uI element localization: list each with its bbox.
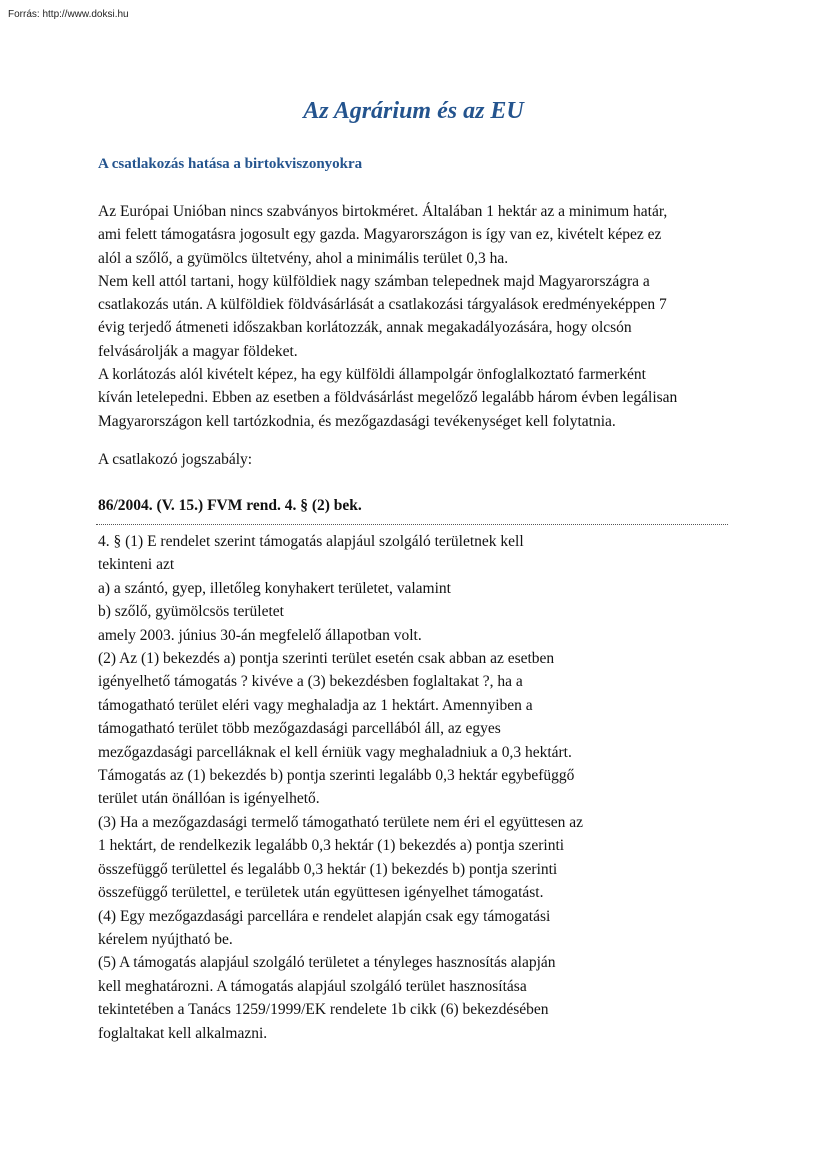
law-line: (5) A támogatás alapjául szolgáló területet a tényleges hasznosítás alapján [98, 954, 556, 972]
law-text [98, 530, 728, 1045]
law-line: 1 hektárt, de rendelkezik legalább 0,3 hektár (1) bekezdés a) pontja szerinti [98, 837, 565, 855]
law-line: támogatható terület több mezőgazdasági parcellából áll, az egyes [98, 720, 501, 738]
law-line: igényelhető támogatás ? kivéve a (3) bekezdésben foglaltakat ?, ha a [98, 673, 523, 691]
intro-line: csatlakozás után. A külföldiek földvásárlását a csatlakozási tárgyalások eredményeképpen 7 [98, 296, 667, 314]
law-line: terület után önállóan is igényelhető. [98, 790, 320, 808]
law-line: támogatható terület eléri vagy meghaladja az 1 hektárt. Amennyiben a [98, 696, 533, 714]
law-line: összefüggő területtel, e területek után együttesen igényelhet támogatást. [98, 884, 544, 902]
law-line: kérelem nyújtható be. [98, 930, 233, 948]
law-line: (3) Ha a mezőgazdasági termelő támogatható területe nem éri el együttesen az [98, 813, 584, 831]
intro-line: évig terjedő átmeneti időszakban korlátozzák, annak megakadályozására, hogy olcsón [98, 319, 632, 337]
law-line: foglaltakat kell alkalmazni. [98, 1024, 268, 1042]
law-line: mezőgazdasági parcelláknak el kell érniük vagy meghaladniuk a 0,3 hektárt. [98, 743, 572, 761]
intro-line: Nem kell attól tartani, hogy külföldiek nagy számban telepednek majd Magyarországra a [98, 272, 650, 290]
page-title: Az Agrárium és az EU [303, 98, 524, 124]
intro-paragraph [98, 200, 738, 433]
intro-line: A korlátozás alól kivételt képez, ha egy külföldi állampolgár önfoglalkoztató farmerként [98, 366, 646, 384]
law-line: összefüggő területtel és legalább 0,3 hektár (1) bekezdés b) pontja szerinti [98, 860, 558, 878]
intro-line: kíván letelepedni. Ebben az esetben a földvásárlást megelőző legalább három évben legálisan [98, 389, 678, 407]
law-line: tekintetében a Tanács 1259/1999/EK rendelete 1b cikk (6) bekezdésében [98, 1001, 549, 1019]
intro-line: alól a szőlő, a gyümölcs ültetvény, ahol a minimális terület 0,3 ha. [98, 249, 509, 267]
law-lead-text: A csatlakozó jogszabály: [98, 451, 253, 468]
dotted-divider [96, 524, 728, 525]
section-subtitle: A csatlakozás hatása a birtokviszonyokra [98, 156, 363, 172]
law-line: (2) Az (1) bekezdés a) pontja szerinti terület esetén csak abban az esetben [98, 650, 555, 668]
law-line: a) a szántó, gyep, illetőleg konyhakert területet, valamint [98, 579, 451, 597]
law-line: Támogatás az (1) bekezdés b) pontja szerinti legalább 0,3 hektár egybefüggő [98, 767, 575, 785]
intro-line: Magyarországon kell tartózkodnia, és mezőgazdasági tevékenységet kell folytatnia. [98, 412, 616, 430]
law-line: amely 2003. június 30-án megfelelő állapotban volt. [98, 626, 422, 644]
law-line: 4. § (1) E rendelet szerint támogatás alapjául szolgáló területnek kell [98, 533, 524, 550]
source-watermark: Forrás: http://www.doksi.hu [8, 9, 129, 20]
intro-line: Az Európai Unióban nincs szabványos birtokméret. Általában 1 hektár az a minimum határ, [98, 203, 668, 220]
law-line: (4) Egy mezőgazdasági parcellára e rendelet alapján csak egy támogatási [98, 907, 551, 925]
intro-line: felvásárolják a magyar földeket. [98, 342, 298, 360]
law-reference: 86/2004. (V. 15.) FVM rend. 4. § (2) bek. [98, 497, 362, 514]
law-line: tekinteni azt [98, 556, 175, 574]
intro-line: ami felett támogatásra jogosult egy gazda. Magyarországon is így van ez, kivételt képez ez [98, 226, 662, 244]
law-line: b) szőlő, gyümölcsös területet [98, 603, 284, 621]
law-line: kell meghatározni. A támogatás alapjául szolgáló terület hasznosítása [98, 977, 527, 995]
